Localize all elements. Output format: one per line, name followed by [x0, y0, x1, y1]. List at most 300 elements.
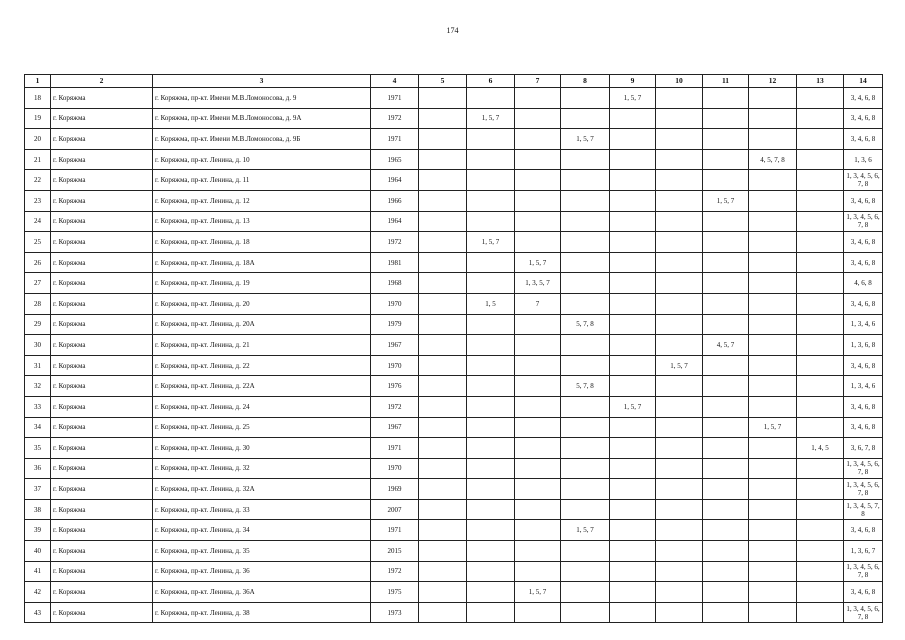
system-cell [749, 355, 797, 376]
row-number-cell: 27 [25, 273, 51, 294]
system-cell [467, 273, 515, 294]
system-cell [797, 314, 844, 335]
system-cell [656, 438, 703, 459]
row-number-cell: 31 [25, 355, 51, 376]
header-row [25, 75, 883, 88]
row-number-cell: 30 [25, 335, 51, 356]
system-cell [610, 314, 656, 335]
system-cell [467, 479, 515, 500]
system-cell: 1, 5, 7 [561, 520, 610, 541]
system-cell [561, 355, 610, 376]
system-cell [703, 520, 749, 541]
row-number-cell: 34 [25, 417, 51, 438]
system-cell [656, 190, 703, 211]
city-cell: г. Коряжма [51, 170, 153, 191]
system-cell [656, 396, 703, 417]
system-cell [749, 582, 797, 603]
summary-cell: 1, 3, 4, 5, 6, 7, 8 [844, 561, 883, 582]
system-cell [749, 314, 797, 335]
system-cell [656, 582, 703, 603]
system-cell [749, 129, 797, 150]
system-cell [610, 335, 656, 356]
year-cell: 1973 [371, 602, 419, 623]
table-row [25, 108, 883, 129]
year-cell: 1964 [371, 211, 419, 232]
system-cell [467, 190, 515, 211]
table-row [25, 170, 883, 191]
system-cell [419, 602, 467, 623]
system-cell [515, 129, 561, 150]
system-cell [610, 232, 656, 253]
system-cell [749, 232, 797, 253]
city-cell: г. Коряжма [51, 479, 153, 500]
system-cell [749, 335, 797, 356]
address-cell: г. Коряжма, пр-кт. Ленина, д. 19 [153, 273, 371, 294]
system-cell [797, 520, 844, 541]
system-cell [561, 273, 610, 294]
summary-cell: 3, 4, 6, 8 [844, 293, 883, 314]
system-cell [703, 479, 749, 500]
system-cell [749, 520, 797, 541]
system-cell [749, 273, 797, 294]
system-cell [610, 149, 656, 170]
system-cell [703, 582, 749, 603]
system-cell [703, 88, 749, 109]
address-cell: г. Коряжма, пр-кт. Ленина, д. 12 [153, 190, 371, 211]
system-cell [419, 211, 467, 232]
year-cell: 2015 [371, 541, 419, 562]
system-cell [515, 541, 561, 562]
system-cell [610, 602, 656, 623]
system-cell [656, 602, 703, 623]
column-header: 4 [371, 75, 419, 88]
system-cell [467, 396, 515, 417]
system-cell [515, 149, 561, 170]
address-cell: г. Коряжма, пр-кт. Ленина, д. 13 [153, 211, 371, 232]
system-cell [515, 232, 561, 253]
summary-cell: 1, 3, 6, 7 [844, 541, 883, 562]
row-number-cell: 40 [25, 541, 51, 562]
system-cell [703, 293, 749, 314]
system-cell: 1, 5, 7 [467, 232, 515, 253]
row-number-cell: 41 [25, 561, 51, 582]
system-cell [749, 376, 797, 397]
system-cell [561, 170, 610, 191]
city-cell: г. Коряжма [51, 602, 153, 623]
system-cell [656, 541, 703, 562]
city-cell: г. Коряжма [51, 561, 153, 582]
system-cell [703, 108, 749, 129]
system-cell [797, 252, 844, 273]
system-cell: 1, 5, 7 [749, 417, 797, 438]
column-header: 12 [749, 75, 797, 88]
address-cell: г. Коряжма, пр-кт. Ленина, д. 32А [153, 479, 371, 500]
system-cell [419, 335, 467, 356]
system-cell [610, 376, 656, 397]
summary-cell: 3, 4, 6, 8 [844, 232, 883, 253]
system-cell [419, 541, 467, 562]
system-cell [656, 376, 703, 397]
system-cell [610, 417, 656, 438]
system-cell [467, 376, 515, 397]
system-cell [419, 520, 467, 541]
system-cell [797, 582, 844, 603]
system-cell [515, 417, 561, 438]
system-cell [515, 520, 561, 541]
year-cell: 1967 [371, 417, 419, 438]
row-number-cell: 42 [25, 582, 51, 603]
row-number-cell: 39 [25, 520, 51, 541]
summary-cell: 1, 3, 4, 5, 6, 7, 8 [844, 602, 883, 623]
year-cell: 2007 [371, 499, 419, 520]
address-cell: г. Коряжма, пр-кт. Ленина, д. 36А [153, 582, 371, 603]
column-header: 1 [25, 75, 51, 88]
system-cell: 5, 7, 8 [561, 376, 610, 397]
system-cell [749, 541, 797, 562]
year-cell: 1976 [371, 376, 419, 397]
system-cell [467, 252, 515, 273]
system-cell [419, 252, 467, 273]
system-cell [749, 602, 797, 623]
table-row [25, 190, 883, 211]
system-cell [797, 293, 844, 314]
system-cell [610, 211, 656, 232]
system-cell [419, 232, 467, 253]
city-cell: г. Коряжма [51, 335, 153, 356]
year-cell: 1970 [371, 293, 419, 314]
summary-cell: 3, 4, 6, 8 [844, 396, 883, 417]
row-number-cell: 33 [25, 396, 51, 417]
table-row [25, 417, 883, 438]
system-cell: 5, 7, 8 [561, 314, 610, 335]
city-cell: г. Коряжма [51, 520, 153, 541]
column-header: 14 [844, 75, 883, 88]
system-cell [561, 499, 610, 520]
summary-cell: 3, 4, 6, 8 [844, 108, 883, 129]
row-number-cell: 38 [25, 499, 51, 520]
system-cell [561, 479, 610, 500]
system-cell [656, 170, 703, 191]
system-cell [467, 541, 515, 562]
system-cell [610, 438, 656, 459]
system-cell [419, 458, 467, 479]
system-cell [610, 108, 656, 129]
system-cell [419, 149, 467, 170]
system-cell [749, 396, 797, 417]
year-cell: 1975 [371, 582, 419, 603]
system-cell [797, 355, 844, 376]
system-cell [419, 355, 467, 376]
system-cell [515, 211, 561, 232]
system-cell: 1, 5, 7 [656, 355, 703, 376]
system-cell [656, 252, 703, 273]
address-cell: г. Коряжма, пр-кт. Ленина, д. 20А [153, 314, 371, 335]
year-cell: 1972 [371, 232, 419, 253]
table-row [25, 582, 883, 603]
summary-cell: 1, 3, 4, 5, 6, 7, 8 [844, 170, 883, 191]
system-cell [797, 479, 844, 500]
system-cell [515, 458, 561, 479]
system-cell [515, 376, 561, 397]
system-cell [749, 479, 797, 500]
year-cell: 1966 [371, 190, 419, 211]
system-cell [467, 520, 515, 541]
address-cell: г. Коряжма, пр-кт. Ленина, д. 18А [153, 252, 371, 273]
table-row [25, 232, 883, 253]
summary-cell: 3, 4, 6, 8 [844, 190, 883, 211]
system-cell [515, 561, 561, 582]
system-cell [656, 499, 703, 520]
table-row [25, 211, 883, 232]
summary-cell: 3, 4, 6, 8 [844, 252, 883, 273]
column-header: 6 [467, 75, 515, 88]
table-row [25, 252, 883, 273]
system-cell [467, 561, 515, 582]
system-cell [656, 479, 703, 500]
row-number-cell: 36 [25, 458, 51, 479]
system-cell [610, 458, 656, 479]
address-cell: г. Коряжма, пр-кт. Ленина, д. 35 [153, 541, 371, 562]
address-cell: г. Коряжма, пр-кт. Ленина, д. 25 [153, 417, 371, 438]
system-cell [656, 149, 703, 170]
system-cell [561, 190, 610, 211]
system-cell [656, 417, 703, 438]
system-cell [561, 438, 610, 459]
system-cell [419, 314, 467, 335]
row-number-cell: 43 [25, 602, 51, 623]
system-cell [749, 499, 797, 520]
year-cell: 1964 [371, 170, 419, 191]
system-cell [656, 314, 703, 335]
city-cell: г. Коряжма [51, 438, 153, 459]
summary-cell: 1, 3, 4, 5, 7, 8 [844, 499, 883, 520]
system-cell [749, 561, 797, 582]
system-cell [561, 211, 610, 232]
row-number-cell: 25 [25, 232, 51, 253]
system-cell [610, 520, 656, 541]
city-cell: г. Коряжма [51, 293, 153, 314]
table-row [25, 149, 883, 170]
city-cell: г. Коряжма [51, 396, 153, 417]
system-cell [561, 335, 610, 356]
system-cell [467, 355, 515, 376]
system-cell [703, 376, 749, 397]
system-cell: 4, 5, 7, 8 [749, 149, 797, 170]
system-cell [419, 499, 467, 520]
system-cell [467, 499, 515, 520]
system-cell [797, 190, 844, 211]
system-cell [749, 88, 797, 109]
system-cell [610, 170, 656, 191]
city-cell: г. Коряжма [51, 211, 153, 232]
system-cell: 4, 5, 7 [703, 335, 749, 356]
system-cell [467, 211, 515, 232]
system-cell [656, 520, 703, 541]
system-cell: 7 [515, 293, 561, 314]
table-row [25, 293, 883, 314]
city-cell: г. Коряжма [51, 541, 153, 562]
address-cell: г. Коряжма, пр-кт. Ленина, д. 33 [153, 499, 371, 520]
system-cell [419, 417, 467, 438]
system-cell [419, 561, 467, 582]
column-header: 5 [419, 75, 467, 88]
system-cell [797, 273, 844, 294]
system-cell [749, 438, 797, 459]
column-header: 11 [703, 75, 749, 88]
column-header: 2 [51, 75, 153, 88]
address-cell: г. Коряжма, пр-кт. Ленина, д. 22 [153, 355, 371, 376]
system-cell [749, 293, 797, 314]
system-cell [797, 396, 844, 417]
system-cell [515, 108, 561, 129]
system-cell [419, 129, 467, 150]
system-cell [467, 438, 515, 459]
table-row [25, 541, 883, 562]
address-cell: г. Коряжма, пр-кт. Имени М.В.Ломоносова, д. 9А [153, 108, 371, 129]
system-cell [797, 170, 844, 191]
table-row [25, 520, 883, 541]
system-cell [515, 396, 561, 417]
column-header: 3 [153, 75, 371, 88]
year-cell: 1971 [371, 520, 419, 541]
row-number-cell: 32 [25, 376, 51, 397]
table-row [25, 335, 883, 356]
system-cell [656, 108, 703, 129]
address-cell: г. Коряжма, пр-кт. Ленина, д. 20 [153, 293, 371, 314]
city-cell: г. Коряжма [51, 149, 153, 170]
city-cell: г. Коряжма [51, 88, 153, 109]
summary-cell: 1, 3, 6, 8 [844, 335, 883, 356]
row-number-cell: 37 [25, 479, 51, 500]
system-cell [419, 396, 467, 417]
system-cell [703, 355, 749, 376]
system-cell [656, 211, 703, 232]
row-number-cell: 24 [25, 211, 51, 232]
system-cell [515, 355, 561, 376]
summary-cell: 1, 3, 4, 6 [844, 376, 883, 397]
year-cell: 1965 [371, 149, 419, 170]
system-cell [656, 335, 703, 356]
system-cell: 1, 4, 5 [797, 438, 844, 459]
table-row [25, 314, 883, 335]
system-cell [419, 293, 467, 314]
year-cell: 1967 [371, 335, 419, 356]
city-cell: г. Коряжма [51, 314, 153, 335]
column-header: 9 [610, 75, 656, 88]
system-cell [467, 129, 515, 150]
table-row [25, 396, 883, 417]
system-cell [561, 108, 610, 129]
system-cell [797, 458, 844, 479]
row-number-cell: 28 [25, 293, 51, 314]
system-cell [610, 293, 656, 314]
system-cell [561, 561, 610, 582]
system-cell [561, 252, 610, 273]
system-cell [515, 190, 561, 211]
row-number-cell: 21 [25, 149, 51, 170]
city-cell: г. Коряжма [51, 129, 153, 150]
system-cell [749, 211, 797, 232]
system-cell [703, 232, 749, 253]
system-cell [797, 335, 844, 356]
table-row [25, 273, 883, 294]
year-cell: 1979 [371, 314, 419, 335]
system-cell [703, 314, 749, 335]
system-cell [797, 376, 844, 397]
system-cell [749, 108, 797, 129]
table-row [25, 479, 883, 500]
summary-cell: 3, 4, 6, 8 [844, 520, 883, 541]
system-cell [419, 376, 467, 397]
system-cell [656, 88, 703, 109]
system-cell [703, 170, 749, 191]
system-cell [419, 582, 467, 603]
table-row [25, 129, 883, 150]
system-cell [561, 88, 610, 109]
system-cell [610, 499, 656, 520]
system-cell: 1, 3, 5, 7 [515, 273, 561, 294]
system-cell [561, 417, 610, 438]
summary-cell: 3, 6, 7, 8 [844, 438, 883, 459]
year-cell: 1972 [371, 561, 419, 582]
system-cell [515, 335, 561, 356]
summary-cell: 3, 4, 6, 8 [844, 582, 883, 603]
column-header: 7 [515, 75, 561, 88]
system-cell [419, 438, 467, 459]
system-cell [703, 499, 749, 520]
system-cell [467, 582, 515, 603]
table-row [25, 438, 883, 459]
system-cell [703, 561, 749, 582]
year-cell: 1981 [371, 252, 419, 273]
system-cell [515, 170, 561, 191]
system-cell [656, 273, 703, 294]
system-cell [467, 314, 515, 335]
system-cell [749, 458, 797, 479]
table-row [25, 602, 883, 623]
system-cell [703, 129, 749, 150]
city-cell: г. Коряжма [51, 108, 153, 129]
system-cell [797, 561, 844, 582]
address-cell: г. Коряжма, пр-кт. Имени М.В.Ломоносова, д. 9Б [153, 129, 371, 150]
system-cell [515, 314, 561, 335]
address-cell: г. Коряжма, пр-кт. Ленина, д. 36 [153, 561, 371, 582]
system-cell [656, 561, 703, 582]
system-cell [703, 417, 749, 438]
year-cell: 1970 [371, 355, 419, 376]
system-cell [797, 602, 844, 623]
city-cell: г. Коряжма [51, 417, 153, 438]
table-row [25, 561, 883, 582]
address-cell: г. Коряжма, пр-кт. Имени М.В.Ломоносова, д. 9 [153, 88, 371, 109]
table-body [25, 88, 883, 623]
address-cell: г. Коряжма, пр-кт. Ленина, д. 22А [153, 376, 371, 397]
system-cell [515, 438, 561, 459]
system-cell [797, 88, 844, 109]
system-cell [797, 499, 844, 520]
system-cell [749, 252, 797, 273]
system-cell [467, 88, 515, 109]
system-cell [419, 88, 467, 109]
system-cell [561, 149, 610, 170]
year-cell: 1971 [371, 129, 419, 150]
row-number-cell: 20 [25, 129, 51, 150]
year-cell: 1968 [371, 273, 419, 294]
system-cell [703, 396, 749, 417]
table-row [25, 376, 883, 397]
address-cell: г. Коряжма, пр-кт. Ленина, д. 30 [153, 438, 371, 459]
system-cell [515, 88, 561, 109]
